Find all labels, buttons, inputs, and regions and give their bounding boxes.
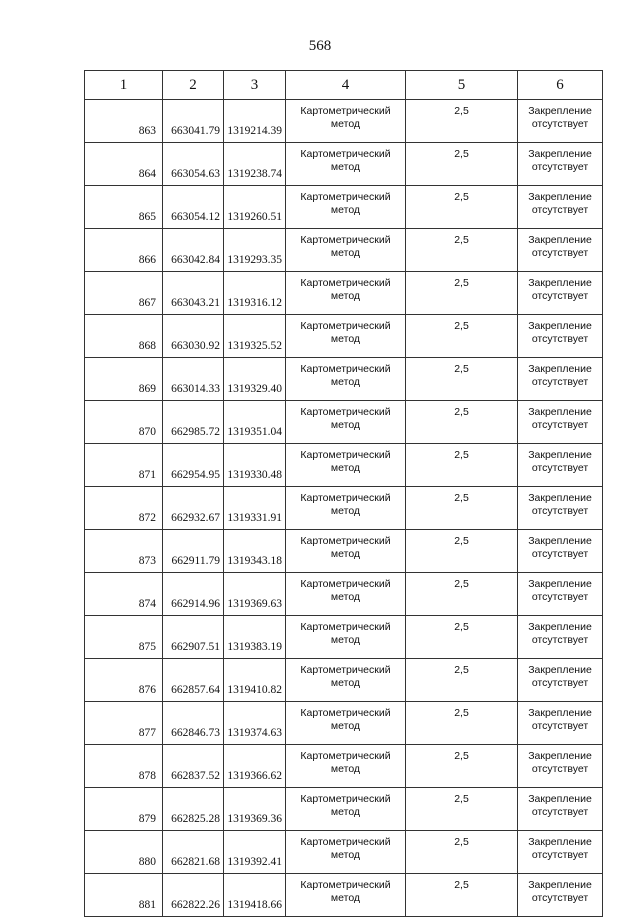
accuracy-cell: 2,5 xyxy=(406,616,518,659)
method-line-1: Картометрический xyxy=(300,750,391,762)
method-line-1: Картометрический xyxy=(300,320,391,332)
method-cell xyxy=(286,530,406,573)
table-row xyxy=(85,573,603,616)
table-row xyxy=(85,745,603,788)
fixing-cell xyxy=(518,702,603,745)
fixing-cell xyxy=(518,186,603,229)
fixing-line-1: Закрепление xyxy=(528,277,592,289)
accuracy-cell: 2,5 xyxy=(406,272,518,315)
fixing-cell xyxy=(518,874,603,917)
method-line-1: Картометрический xyxy=(300,105,391,117)
fixing-line-2: отсутствует xyxy=(531,677,589,689)
fixing-line-2: отсутствует xyxy=(531,763,589,775)
y-coordinate-cell: 1319366.62 xyxy=(224,745,286,788)
fixing-cell xyxy=(518,573,603,616)
accuracy-cell: 2,5 xyxy=(406,788,518,831)
x-coordinate-cell: 663054.12 xyxy=(163,186,224,229)
fixing-cell xyxy=(518,229,603,272)
table-row xyxy=(85,874,603,917)
table-body xyxy=(85,100,603,917)
fixing-cell xyxy=(518,401,603,444)
table-row xyxy=(85,616,603,659)
accuracy-cell: 2,5 xyxy=(406,358,518,401)
fixing-line-1: Закрепление xyxy=(528,234,592,246)
accuracy-cell: 2,5 xyxy=(406,530,518,573)
accuracy-cell: 2,5 xyxy=(406,143,518,186)
point-number-cell: 864 xyxy=(85,143,163,186)
accuracy-cell: 2,5 xyxy=(406,100,518,143)
point-number-cell: 881 xyxy=(85,874,163,917)
table-row xyxy=(85,530,603,573)
point-number-cell: 866 xyxy=(85,229,163,272)
fixing-line-2: отсутствует xyxy=(531,591,589,603)
y-coordinate-cell: 1319316.12 xyxy=(224,272,286,315)
point-number-cell: 873 xyxy=(85,530,163,573)
method-line-2: метод xyxy=(330,290,361,302)
method-cell xyxy=(286,487,406,530)
accuracy-cell: 2,5 xyxy=(406,831,518,874)
fixing-line-1: Закрепление xyxy=(528,363,592,375)
method-line-1: Картометрический xyxy=(300,793,391,805)
y-coordinate-cell: 1319369.36 xyxy=(224,788,286,831)
method-line-2: метод xyxy=(330,376,361,388)
accuracy-cell: 2,5 xyxy=(406,444,518,487)
fixing-line-2: отсутствует xyxy=(531,204,589,216)
fixing-line-1: Закрепление xyxy=(528,191,592,203)
y-coordinate-cell: 1319214.39 xyxy=(224,100,286,143)
fixing-line-2: отсутствует xyxy=(531,247,589,259)
fixing-cell xyxy=(518,745,603,788)
y-coordinate-cell: 1319369.63 xyxy=(224,573,286,616)
fixing-line-1: Закрепление xyxy=(528,492,592,504)
method-line-2: метод xyxy=(330,720,361,732)
y-coordinate-cell: 1319418.66 xyxy=(224,874,286,917)
fixing-line-1: Закрепление xyxy=(528,320,592,332)
point-number-cell: 869 xyxy=(85,358,163,401)
table-row xyxy=(85,100,603,143)
fixing-line-1: Закрепление xyxy=(528,664,592,676)
method-line-2: метод xyxy=(330,161,361,173)
method-cell xyxy=(286,745,406,788)
table-row xyxy=(85,401,603,444)
table-row xyxy=(85,487,603,530)
table-row xyxy=(85,702,603,745)
point-number-cell: 870 xyxy=(85,401,163,444)
method-cell xyxy=(286,788,406,831)
method-cell xyxy=(286,831,406,874)
point-number-cell: 877 xyxy=(85,702,163,745)
x-coordinate-cell: 662985.72 xyxy=(163,401,224,444)
y-coordinate-cell: 1319330.48 xyxy=(224,444,286,487)
fixing-cell xyxy=(518,358,603,401)
accuracy-cell: 2,5 xyxy=(406,315,518,358)
y-coordinate-cell: 1319329.40 xyxy=(224,358,286,401)
method-line-2: метод xyxy=(330,806,361,818)
fixing-cell xyxy=(518,831,603,874)
fixing-cell xyxy=(518,788,603,831)
y-coordinate-cell: 1319331.91 xyxy=(224,487,286,530)
point-number-cell: 878 xyxy=(85,745,163,788)
header-row xyxy=(85,71,603,100)
fixing-line-2: отсутствует xyxy=(531,548,589,560)
table-row xyxy=(85,831,603,874)
fixing-cell xyxy=(518,444,603,487)
column-header-1: 1 xyxy=(85,71,163,100)
method-cell xyxy=(286,272,406,315)
point-number-cell: 875 xyxy=(85,616,163,659)
x-coordinate-cell: 662911.79 xyxy=(163,530,224,573)
fixing-line-2: отсутствует xyxy=(531,333,589,345)
method-line-1: Картометрический xyxy=(300,836,391,848)
fixing-line-2: отсутствует xyxy=(531,634,589,646)
method-line-2: метод xyxy=(330,462,361,474)
column-header-2: 2 xyxy=(163,71,224,100)
fixing-line-1: Закрепление xyxy=(528,148,592,160)
table-row xyxy=(85,659,603,702)
x-coordinate-cell: 663054.63 xyxy=(163,143,224,186)
x-coordinate-cell: 663014.33 xyxy=(163,358,224,401)
fixing-line-2: отсутствует xyxy=(531,720,589,732)
method-line-1: Картометрический xyxy=(300,578,391,590)
method-cell xyxy=(286,702,406,745)
method-line-2: метод xyxy=(330,892,361,904)
method-line-1: Картометрический xyxy=(300,406,391,418)
x-coordinate-cell: 662954.95 xyxy=(163,444,224,487)
accuracy-cell: 2,5 xyxy=(406,659,518,702)
fixing-line-1: Закрепление xyxy=(528,621,592,633)
accuracy-cell: 2,5 xyxy=(406,186,518,229)
method-line-1: Картометрический xyxy=(300,621,391,633)
y-coordinate-cell: 1319293.35 xyxy=(224,229,286,272)
method-line-1: Картометрический xyxy=(300,363,391,375)
table-row xyxy=(85,788,603,831)
point-number-cell: 867 xyxy=(85,272,163,315)
column-header-3: 3 xyxy=(224,71,286,100)
fixing-line-2: отсутствует xyxy=(531,505,589,517)
fixing-line-1: Закрепление xyxy=(528,406,592,418)
fixing-line-1: Закрепление xyxy=(528,578,592,590)
method-line-2: метод xyxy=(330,118,361,130)
method-cell xyxy=(286,573,406,616)
method-line-2: метод xyxy=(330,677,361,689)
fixing-line-1: Закрепление xyxy=(528,449,592,461)
method-line-2: метод xyxy=(330,505,361,517)
fixing-line-2: отсутствует xyxy=(531,290,589,302)
point-number-cell: 874 xyxy=(85,573,163,616)
accuracy-cell: 2,5 xyxy=(406,487,518,530)
fixing-line-2: отсутствует xyxy=(531,462,589,474)
x-coordinate-cell: 662932.67 xyxy=(163,487,224,530)
y-coordinate-cell: 1319238.74 xyxy=(224,143,286,186)
method-cell xyxy=(286,874,406,917)
point-number-cell: 880 xyxy=(85,831,163,874)
x-coordinate-cell: 662857.64 xyxy=(163,659,224,702)
accuracy-cell: 2,5 xyxy=(406,702,518,745)
point-number-cell: 868 xyxy=(85,315,163,358)
method-line-2: метод xyxy=(330,591,361,603)
method-line-2: метод xyxy=(330,204,361,216)
method-line-1: Картометрический xyxy=(300,535,391,547)
column-header-5: 5 xyxy=(406,71,518,100)
method-line-2: метод xyxy=(330,849,361,861)
y-coordinate-cell: 1319392.41 xyxy=(224,831,286,874)
method-cell xyxy=(286,401,406,444)
method-line-1: Картометрический xyxy=(300,492,391,504)
fixing-line-2: отсутствует xyxy=(531,849,589,861)
method-line-2: метод xyxy=(330,634,361,646)
fixing-cell xyxy=(518,100,603,143)
method-cell xyxy=(286,358,406,401)
table-row xyxy=(85,272,603,315)
table-row xyxy=(85,358,603,401)
y-coordinate-cell: 1319374.63 xyxy=(224,702,286,745)
accuracy-cell: 2,5 xyxy=(406,401,518,444)
fixing-line-2: отсутствует xyxy=(531,892,589,904)
y-coordinate-cell: 1319325.52 xyxy=(224,315,286,358)
x-coordinate-cell: 662822.26 xyxy=(163,874,224,917)
fixing-cell xyxy=(518,487,603,530)
fixing-line-2: отсутствует xyxy=(531,806,589,818)
table-row xyxy=(85,229,603,272)
fixing-cell xyxy=(518,616,603,659)
fixing-line-1: Закрепление xyxy=(528,879,592,891)
accuracy-cell: 2,5 xyxy=(406,874,518,917)
fixing-line-2: отсутствует xyxy=(531,118,589,130)
fixing-line-2: отсутствует xyxy=(531,419,589,431)
method-cell xyxy=(286,444,406,487)
column-header-6: 6 xyxy=(518,71,603,100)
point-number-cell: 863 xyxy=(85,100,163,143)
table-row xyxy=(85,315,603,358)
method-line-2: метод xyxy=(330,333,361,345)
x-coordinate-cell: 662846.73 xyxy=(163,702,224,745)
x-coordinate-cell: 663043.21 xyxy=(163,272,224,315)
x-coordinate-cell: 662821.68 xyxy=(163,831,224,874)
accuracy-cell: 2,5 xyxy=(406,229,518,272)
accuracy-cell: 2,5 xyxy=(406,745,518,788)
method-cell xyxy=(286,100,406,143)
method-line-1: Картометрический xyxy=(300,664,391,676)
point-number-cell: 865 xyxy=(85,186,163,229)
fixing-line-1: Закрепление xyxy=(528,707,592,719)
y-coordinate-cell: 1319351.04 xyxy=(224,401,286,444)
x-coordinate-cell: 663041.79 xyxy=(163,100,224,143)
method-cell xyxy=(286,315,406,358)
x-coordinate-cell: 663042.84 xyxy=(163,229,224,272)
method-cell xyxy=(286,616,406,659)
x-coordinate-cell: 662907.51 xyxy=(163,616,224,659)
method-line-1: Картометрический xyxy=(300,449,391,461)
method-line-1: Картометрический xyxy=(300,234,391,246)
fixing-cell xyxy=(518,143,603,186)
point-number-cell: 876 xyxy=(85,659,163,702)
fixing-line-2: отсутствует xyxy=(531,376,589,388)
x-coordinate-cell: 662825.28 xyxy=(163,788,224,831)
x-coordinate-cell: 662837.52 xyxy=(163,745,224,788)
method-cell xyxy=(286,229,406,272)
y-coordinate-cell: 1319410.82 xyxy=(224,659,286,702)
point-number-cell: 871 xyxy=(85,444,163,487)
method-line-1: Картометрический xyxy=(300,879,391,891)
page-number: 568 xyxy=(308,38,332,54)
point-number-cell: 872 xyxy=(85,487,163,530)
fixing-cell xyxy=(518,659,603,702)
method-line-1: Картометрический xyxy=(300,148,391,160)
method-line-2: метод xyxy=(330,247,361,259)
fixing-cell xyxy=(518,530,603,573)
x-coordinate-cell: 663030.92 xyxy=(163,315,224,358)
fixing-line-2: отсутствует xyxy=(531,161,589,173)
y-coordinate-cell: 1319383.19 xyxy=(224,616,286,659)
table-row xyxy=(85,186,603,229)
y-coordinate-cell: 1319343.18 xyxy=(224,530,286,573)
fixing-line-1: Закрепление xyxy=(528,793,592,805)
table-row xyxy=(85,143,603,186)
method-line-1: Картометрический xyxy=(300,191,391,203)
fixing-line-1: Закрепление xyxy=(528,105,592,117)
method-line-2: метод xyxy=(330,548,361,560)
fixing-line-1: Закрепление xyxy=(528,535,592,547)
method-line-1: Картометрический xyxy=(300,277,391,289)
method-cell xyxy=(286,143,406,186)
y-coordinate-cell: 1319260.51 xyxy=(224,186,286,229)
method-line-2: метод xyxy=(330,419,361,431)
fixing-line-1: Закрепление xyxy=(528,750,592,762)
table-row xyxy=(85,444,603,487)
method-line-1: Картометрический xyxy=(300,707,391,719)
method-line-2: метод xyxy=(330,763,361,775)
method-cell xyxy=(286,659,406,702)
coordinates-table xyxy=(84,70,603,917)
fixing-line-1: Закрепление xyxy=(528,836,592,848)
fixing-cell xyxy=(518,315,603,358)
accuracy-cell: 2,5 xyxy=(406,573,518,616)
point-number-cell: 879 xyxy=(85,788,163,831)
fixing-cell xyxy=(518,272,603,315)
method-cell xyxy=(286,186,406,229)
x-coordinate-cell: 662914.96 xyxy=(163,573,224,616)
column-header-4: 4 xyxy=(286,71,406,100)
